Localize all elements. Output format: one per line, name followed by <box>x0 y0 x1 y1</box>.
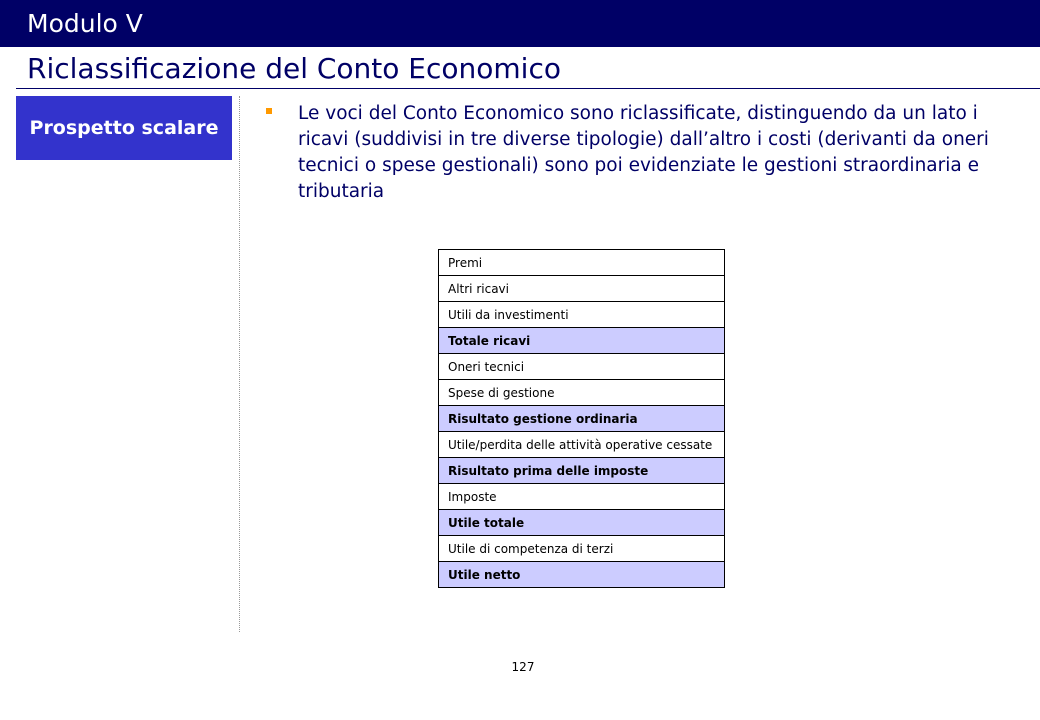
table-row-label: Altri ricavi <box>439 276 725 302</box>
table-row-label: Utile totale <box>439 510 725 536</box>
page-number: 127 <box>511 660 535 674</box>
table-row <box>439 250 725 276</box>
table-row-label: Utile/perdita delle attività operative cessate <box>439 432 725 458</box>
table-row <box>439 302 725 328</box>
table-row <box>439 354 725 380</box>
table-row-label: Spese di gestione <box>439 380 725 406</box>
header-bar <box>0 0 1040 47</box>
table-row-label: Imposte <box>439 484 725 510</box>
section-label: Prospetto scalare <box>29 117 219 139</box>
table-row-label: Risultato prima delle imposte <box>439 458 725 484</box>
vertical-divider <box>239 96 240 632</box>
table-row <box>439 484 725 510</box>
page-title: Riclassificazione del Conto Economico <box>27 52 561 85</box>
module-label: Modulo V <box>27 9 143 38</box>
bullet-text: Le voci del Conto Economico sono riclassificate, distinguendo da un lato i ricavi (suddivisi in tre diverse tipologie) dall’altro i costi (derivanti da oneri tecnici o spese gestionali) sono poi evidenziate le gestioni straordinaria e tributaria <box>298 103 989 202</box>
table-body <box>439 250 725 588</box>
table-total-row <box>439 328 725 354</box>
table-total-row <box>439 458 725 484</box>
table-total-row <box>439 510 725 536</box>
table-row-label: Utile di competenza di terzi <box>439 536 725 562</box>
table-row <box>439 432 725 458</box>
table-total-row <box>439 406 725 432</box>
table-total-row <box>439 562 725 588</box>
table-row-label: Oneri tecnici <box>439 354 725 380</box>
table-row <box>439 276 725 302</box>
table-row <box>439 380 725 406</box>
income-statement-table <box>438 249 725 588</box>
table-row-label: Utile netto <box>439 562 725 588</box>
table-row-label: Utili da investimenti <box>439 302 725 328</box>
section-label-box <box>16 96 232 160</box>
square-bullet-icon <box>266 108 272 114</box>
table-row-label: Risultato gestione ordinaria <box>439 406 725 432</box>
table-row-label: Premi <box>439 250 725 276</box>
table-row <box>439 536 725 562</box>
title-divider <box>16 88 1040 89</box>
table-row-label: Totale ricavi <box>439 328 725 354</box>
